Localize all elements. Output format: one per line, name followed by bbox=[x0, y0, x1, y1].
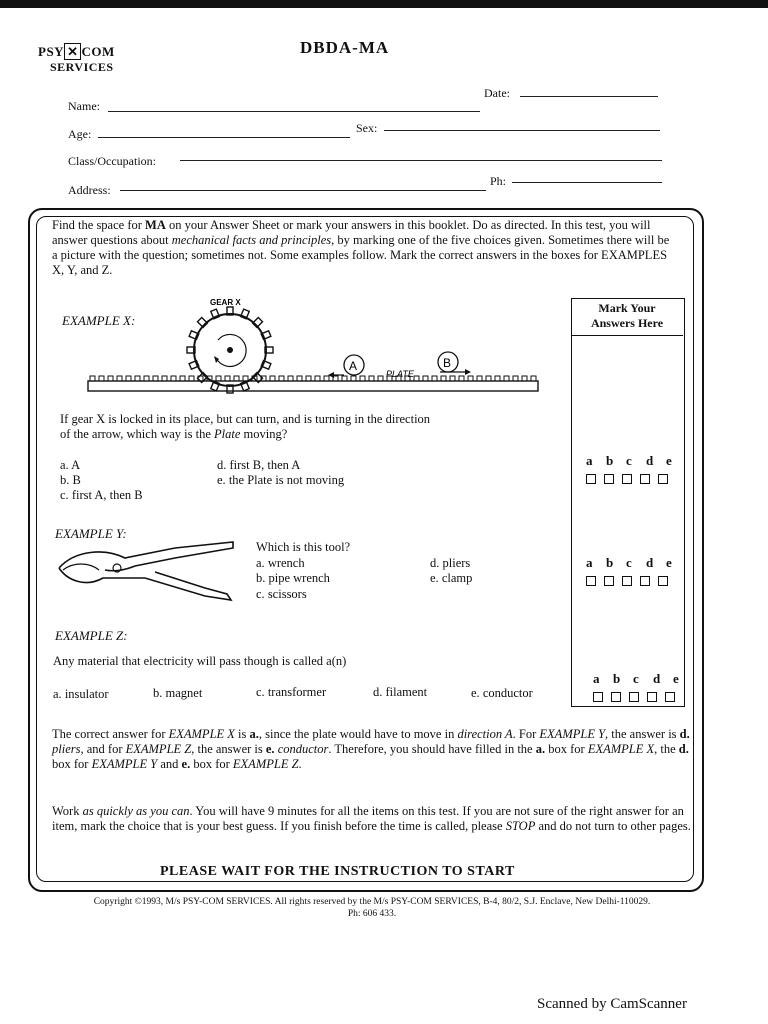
example-x-answer-boxes[interactable] bbox=[586, 471, 676, 489]
example-y-answer-letters: a b c d e bbox=[586, 555, 672, 570]
example-z-label: EXAMPLE Z: bbox=[55, 628, 128, 643]
phone-field[interactable] bbox=[512, 170, 662, 183]
date-label: Date: bbox=[484, 86, 510, 100]
marker-a bbox=[328, 355, 364, 378]
answer-column bbox=[571, 298, 685, 707]
example-y-option-b: b. pipe wrench bbox=[256, 571, 330, 585]
copyright-notice: Copyright ©1993, M/s PSY-COM SERVICES. All rights reserved by the M/s PSY-COM SERVICES, B-4, 80/2, S.J. Enclave, New Delhi-110029. Ph: 606 433. bbox=[93, 897, 651, 919]
example-z-answer-boxes[interactable] bbox=[593, 689, 683, 707]
class-occupation-field[interactable] bbox=[180, 148, 662, 161]
phone-label: Ph: bbox=[490, 174, 507, 188]
name-field[interactable] bbox=[108, 99, 480, 112]
address-field[interactable] bbox=[120, 178, 486, 191]
work-instructions: Work as quickly as you can. You will have 9 minutes for all the items on this test. If you are not sure of the right answer for an item, mark the choice that is your best guess. If you finish before the time is called, please STOP and do not turn to other pages. bbox=[52, 804, 691, 833]
page-title: DBDA-MA bbox=[300, 38, 390, 57]
example-x-option-c: c. first A, then B bbox=[60, 488, 143, 502]
example-x-option-b: b. B bbox=[60, 473, 81, 487]
example-x-option-e: e. the Plate is not moving bbox=[217, 473, 345, 487]
example-z-option-a: a. insulator bbox=[53, 687, 109, 701]
example-z-option-e: e. conductor bbox=[471, 686, 533, 700]
name-label: Name: bbox=[68, 99, 100, 113]
example-y-label: EXAMPLE Y: bbox=[55, 526, 127, 541]
example-x-label: EXAMPLE X: bbox=[62, 313, 136, 328]
example-y-answer-boxes[interactable] bbox=[586, 573, 676, 591]
example-y-option-a: a. wrench bbox=[256, 556, 305, 570]
gear-plate-diagram bbox=[80, 295, 560, 405]
date-field[interactable] bbox=[520, 84, 658, 97]
example-z-option-c: c. transformer bbox=[256, 685, 327, 699]
example-z-question: Any material that electricity will pass though is called a(n) bbox=[53, 654, 347, 668]
please-wait-banner: PLEASE WAIT FOR THE INSTRUCTION TO START bbox=[160, 864, 515, 879]
psycom-logo: PSY ✕ COM SERVICES bbox=[38, 44, 115, 74]
intro-paragraph: Find the space for MA on your Answer Sheet or mark your answers in this booklet. Do as directed. In this test, you will answer questions about mechanical facts and principles, by marking one of the five choices given. Sometimes there will be a picture with the question; sometimes not. Some examples follow. Mark the correct answers in the boxes for EXAMPLES X, Y, and Z. bbox=[52, 218, 670, 277]
scan-top-edge bbox=[0, 0, 768, 8]
example-z-answer-letters: a b c d e bbox=[593, 671, 679, 686]
sex-label: Sex: bbox=[356, 121, 378, 135]
example-z-option-d: d. filament bbox=[373, 685, 428, 699]
marker-b bbox=[438, 352, 471, 375]
age-field[interactable] bbox=[98, 125, 350, 138]
example-x-option-d: d. first B, then A bbox=[217, 458, 301, 472]
address-label: Address: bbox=[68, 183, 111, 197]
example-y-option-d: d. pliers bbox=[430, 556, 471, 570]
example-x-question: If gear X is locked in its place, but can turn, and is turning in the direction of the arrow, which way is the Plate moving? bbox=[60, 412, 431, 441]
example-x-option-a: a. A bbox=[60, 458, 81, 472]
sex-field[interactable] bbox=[384, 118, 660, 131]
explanation-paragraph: The correct answer for EXAMPLE X is a., since the plate would have to move in direction A. For EXAMPLE Y, the answer is d. pliers, and for EXAMPLE Z, the answer is e. conductor. Therefore, you should have filled in the a. box for EXAMPLE X, the d. box for EXAMPLE Y and e. box for EXAMPLE Z. bbox=[52, 727, 690, 771]
pliers-icon bbox=[55, 540, 235, 604]
answer-column-heading: Mark Your Answers Here bbox=[571, 298, 683, 336]
example-y-question: Which is this tool? bbox=[256, 540, 351, 554]
svg-text:A: A bbox=[349, 359, 358, 373]
scanner-watermark: Scanned by CamScanner bbox=[537, 996, 687, 1012]
example-y-option-c: c. scissors bbox=[256, 587, 307, 601]
plate-label: PLATE bbox=[386, 369, 414, 379]
example-y-option-e: e. clamp bbox=[430, 571, 473, 585]
age-label: Age: bbox=[68, 127, 92, 141]
gear-x-label: GEAR X bbox=[210, 298, 241, 307]
example-z-option-b: b. magnet bbox=[153, 686, 203, 700]
example-x-answer-letters: a b c d e bbox=[586, 453, 672, 468]
svg-text:B: B bbox=[443, 356, 452, 370]
class-occupation-label: Class/Occupation: bbox=[68, 154, 156, 168]
plate bbox=[88, 376, 538, 391]
